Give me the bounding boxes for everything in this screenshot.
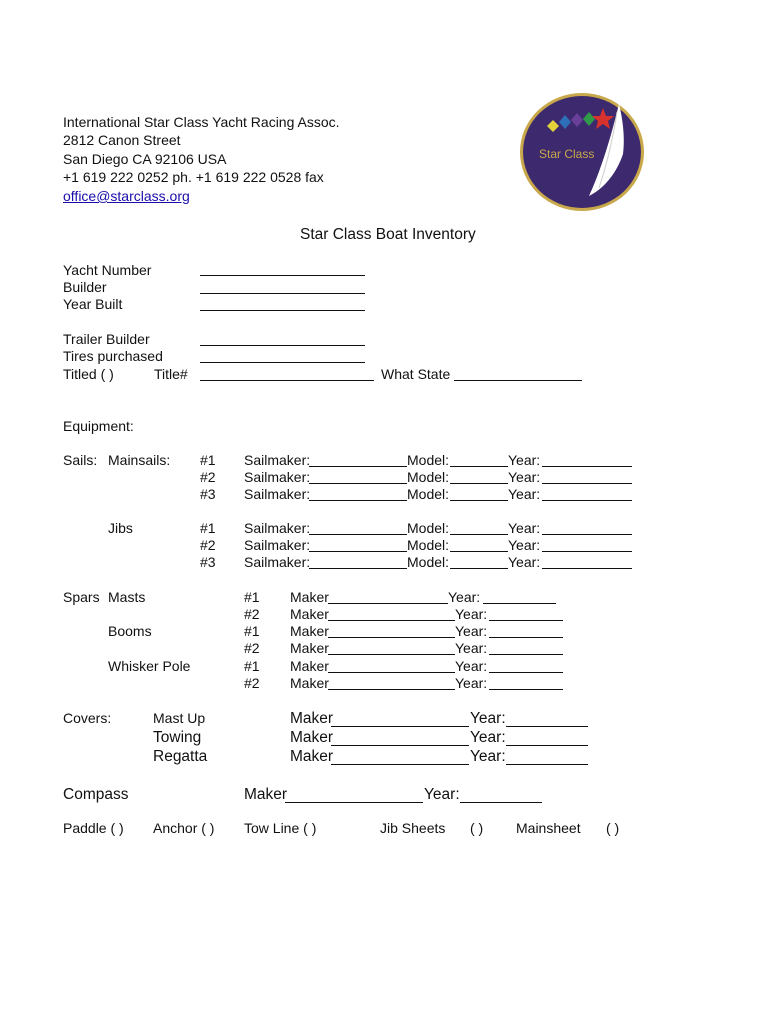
model-field[interactable] <box>450 534 508 535</box>
maker-label: Maker <box>290 606 329 622</box>
year-field[interactable] <box>489 620 563 621</box>
page-title: Star Class Boat Inventory <box>300 226 476 243</box>
covers-label: Covers: <box>63 710 112 726</box>
maker-field[interactable] <box>328 620 455 621</box>
mainsail-num: #1 <box>200 452 216 468</box>
year-label: Year: <box>455 658 488 674</box>
tow-line-checkbox[interactable]: Tow Line ( ) <box>244 820 317 836</box>
year-label: Year: <box>508 554 541 570</box>
sailmaker-label: Sailmaker: <box>244 486 311 502</box>
year-label: Year: <box>508 452 541 468</box>
compass-year-label: Year: <box>424 786 460 803</box>
maker-label: Maker <box>290 623 329 639</box>
model-field[interactable] <box>450 551 508 552</box>
sailmaker-field[interactable] <box>309 568 407 569</box>
spar-num: #1 <box>244 589 260 605</box>
year-field[interactable] <box>542 466 632 467</box>
yacht-number-field[interactable] <box>200 275 365 276</box>
year-label: Year: <box>508 469 541 485</box>
builder-label: Builder <box>63 279 107 295</box>
tires-purchased-label: Tires purchased <box>63 348 163 364</box>
model-label: Model: <box>407 486 450 502</box>
builder-field[interactable] <box>200 293 365 294</box>
model-label: Model: <box>407 469 450 485</box>
jib-num: #2 <box>200 537 216 553</box>
spar-num: #1 <box>244 623 260 639</box>
model-field[interactable] <box>450 466 508 467</box>
model-field[interactable] <box>450 500 508 501</box>
compass-maker-field[interactable] <box>285 802 423 803</box>
model-label: Model: <box>407 537 450 553</box>
jib-num: #1 <box>200 520 216 536</box>
jib-sheets-checkbox[interactable]: ( ) <box>470 820 484 836</box>
booms-label: Booms <box>108 623 152 639</box>
jib-num: #3 <box>200 554 216 570</box>
sails-label: Sails: <box>63 452 98 468</box>
what-state-field[interactable] <box>454 380 582 381</box>
year-field[interactable] <box>483 603 556 604</box>
mainsheet-label: Mainsheet <box>516 820 581 836</box>
masts-label: Masts <box>108 589 146 605</box>
year-field[interactable] <box>489 637 563 638</box>
spar-num: #2 <box>244 675 260 691</box>
sailmaker-label: Sailmaker: <box>244 469 311 485</box>
star-class-logo <box>519 92 645 212</box>
year-label: Year: <box>455 623 488 639</box>
maker-label: Maker <box>290 640 329 656</box>
yacht-number-label: Yacht Number <box>63 262 152 278</box>
sailmaker-field[interactable] <box>309 483 407 484</box>
year-field[interactable] <box>542 500 632 501</box>
year-label: Year: <box>455 606 488 622</box>
cover-regatta-label: Regatta <box>153 748 208 765</box>
model-field[interactable] <box>450 483 508 484</box>
logo-text: Star Class <box>539 147 595 161</box>
city-address: San Diego CA 92106 USA <box>63 151 227 167</box>
trailer-builder-label: Trailer Builder <box>63 331 150 347</box>
model-label: Model: <box>407 520 450 536</box>
phone-fax: +1 619 222 0252 ph. +1 619 222 0528 fax <box>63 169 324 185</box>
sailmaker-field[interactable] <box>309 466 407 467</box>
maker-label: Maker <box>290 748 334 765</box>
year-label: Year: <box>470 748 506 765</box>
model-field[interactable] <box>450 568 508 569</box>
mainsheet-checkbox[interactable]: ( ) <box>606 820 620 836</box>
mainsail-num: #3 <box>200 486 216 502</box>
email-link[interactable]: office@starclass.org <box>63 188 190 204</box>
mainsails-label: Mainsails: <box>108 452 171 468</box>
maker-field[interactable] <box>331 764 469 765</box>
year-label: Year: <box>470 710 506 727</box>
year-label: Year: <box>508 486 541 502</box>
year-field[interactable] <box>506 764 588 765</box>
year-field[interactable] <box>542 568 632 569</box>
titled-checkbox[interactable]: Titled ( ) <box>63 366 114 382</box>
street-address: 2812 Canon Street <box>63 132 181 148</box>
year-field[interactable] <box>506 745 588 746</box>
year-label: Year: <box>508 520 541 536</box>
sailmaker-label: Sailmaker: <box>244 537 311 553</box>
maker-label: Maker <box>290 658 329 674</box>
year-field[interactable] <box>542 551 632 552</box>
spar-num: #2 <box>244 606 260 622</box>
year-label: Year: <box>455 640 488 656</box>
title-number-field[interactable] <box>200 380 374 381</box>
jib-sheets-label: Jib Sheets <box>380 820 446 836</box>
maker-label: Maker <box>290 729 334 746</box>
model-label: Model: <box>407 452 450 468</box>
year-built-label: Year Built <box>63 296 123 312</box>
year-label: Year: <box>508 537 541 553</box>
mainsail-num: #2 <box>200 469 216 485</box>
cover-mast-up-label: Mast Up <box>153 710 206 726</box>
whisker-pole-label: Whisker Pole <box>108 658 191 674</box>
year-label: Year: <box>455 675 488 691</box>
maker-field[interactable] <box>328 654 455 655</box>
compass-label: Compass <box>63 786 129 803</box>
sailmaker-field[interactable] <box>309 534 407 535</box>
year-label: Year: <box>448 589 481 605</box>
maker-label: Maker <box>290 589 329 605</box>
tires-purchased-field[interactable] <box>200 362 365 363</box>
title-number-label: Title# <box>154 366 188 382</box>
maker-field[interactable] <box>328 672 455 673</box>
sailmaker-field[interactable] <box>309 500 407 501</box>
maker-field[interactable] <box>328 603 448 604</box>
jibs-label: Jibs <box>108 520 133 536</box>
org-name: International Star Class Yacht Racing Assoc. <box>63 114 340 130</box>
equipment-heading: Equipment: <box>63 418 134 434</box>
sailmaker-label: Sailmaker: <box>244 520 311 536</box>
year-field[interactable] <box>506 726 588 727</box>
maker-label: Maker <box>290 675 329 691</box>
year-field[interactable] <box>542 534 632 535</box>
maker-field[interactable] <box>331 745 469 746</box>
paddle-checkbox[interactable]: Paddle ( ) <box>63 820 124 836</box>
model-label: Model: <box>407 554 450 570</box>
anchor-checkbox[interactable]: Anchor ( ) <box>153 820 215 836</box>
sailmaker-label: Sailmaker: <box>244 452 311 468</box>
year-built-field[interactable] <box>200 310 365 311</box>
maker-field[interactable] <box>328 637 455 638</box>
spar-num: #1 <box>244 658 260 674</box>
year-field[interactable] <box>489 654 563 655</box>
compass-maker-label: Maker <box>244 786 288 803</box>
what-state-label: What State <box>381 366 451 382</box>
trailer-builder-field[interactable] <box>200 345 365 346</box>
cover-towing-label: Towing <box>153 729 202 746</box>
year-field[interactable] <box>489 672 563 673</box>
year-field[interactable] <box>542 483 632 484</box>
maker-label: Maker <box>290 710 334 727</box>
spar-num: #2 <box>244 640 260 656</box>
compass-year-field[interactable] <box>460 802 542 803</box>
year-field[interactable] <box>489 689 563 690</box>
spars-label: Spars <box>63 589 100 605</box>
sailmaker-label: Sailmaker: <box>244 554 311 570</box>
sailmaker-field[interactable] <box>309 551 407 552</box>
year-label: Year: <box>470 729 506 746</box>
maker-field[interactable] <box>328 689 455 690</box>
maker-field[interactable] <box>331 726 469 727</box>
